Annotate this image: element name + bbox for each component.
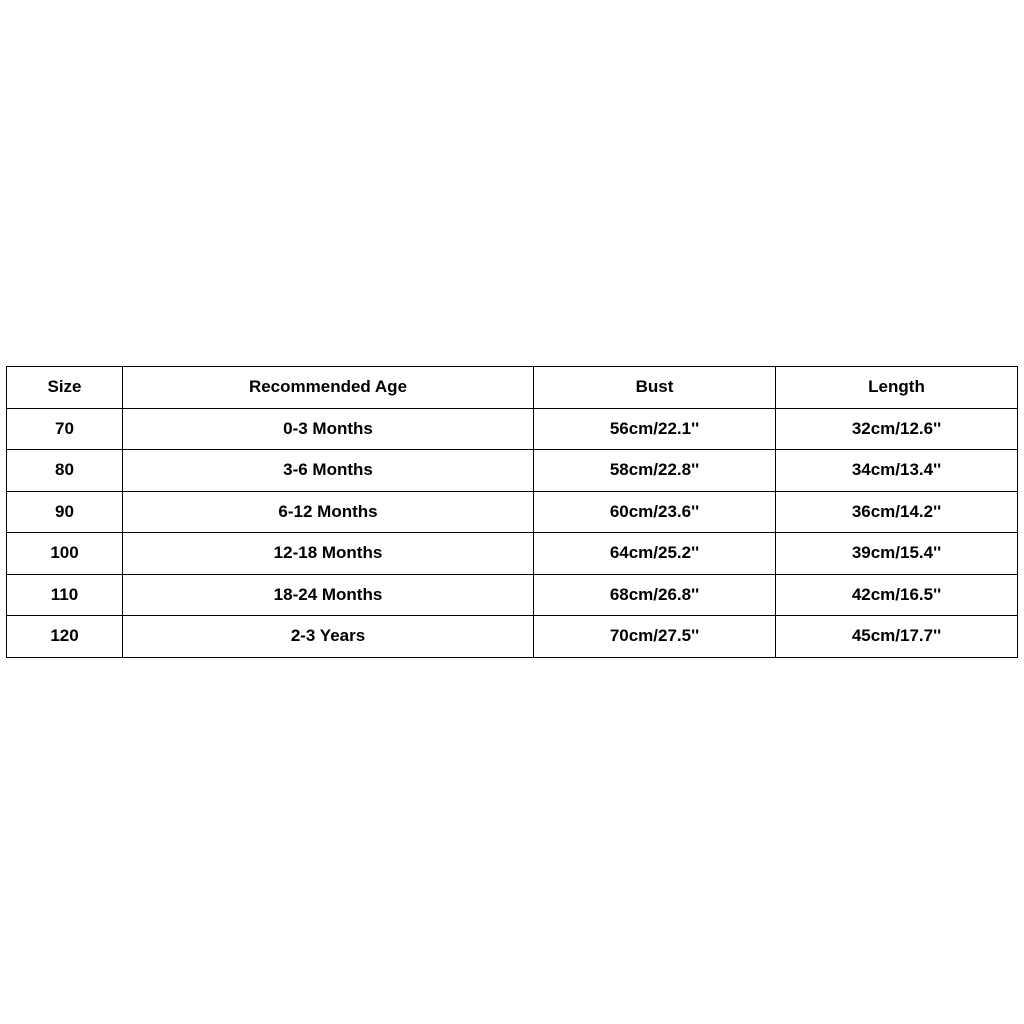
cell-age: 12-18 Months [123, 533, 534, 575]
table-row [7, 616, 1018, 658]
cell-age: 18-24 Months [123, 574, 534, 616]
cell-size: 110 [7, 574, 123, 616]
cell-bust: 58cm/22.8'' [534, 450, 776, 492]
cell-age: 6-12 Months [123, 491, 534, 533]
cell-size: 90 [7, 491, 123, 533]
cell-bust: 70cm/27.5'' [534, 616, 776, 658]
cell-age: 3-6 Months [123, 450, 534, 492]
cell-size: 70 [7, 408, 123, 450]
header-length: Length [776, 367, 1018, 409]
header-size: Size [7, 367, 123, 409]
header-bust: Bust [534, 367, 776, 409]
cell-length: 45cm/17.7'' [776, 616, 1018, 658]
cell-bust: 64cm/25.2'' [534, 533, 776, 575]
table-row [7, 450, 1018, 492]
cell-length: 36cm/14.2'' [776, 491, 1018, 533]
table-row [7, 408, 1018, 450]
cell-age: 0-3 Months [123, 408, 534, 450]
cell-age: 2-3 Years [123, 616, 534, 658]
cell-length: 39cm/15.4'' [776, 533, 1018, 575]
size-chart-table [6, 366, 1018, 658]
header-recommended-age: Recommended Age [123, 367, 534, 409]
cell-size: 120 [7, 616, 123, 658]
cell-length: 34cm/13.4'' [776, 450, 1018, 492]
table-header-row [7, 367, 1018, 409]
cell-bust: 60cm/23.6'' [534, 491, 776, 533]
cell-bust: 68cm/26.8'' [534, 574, 776, 616]
cell-size: 80 [7, 450, 123, 492]
cell-bust: 56cm/22.1'' [534, 408, 776, 450]
cell-length: 32cm/12.6'' [776, 408, 1018, 450]
table-row [7, 533, 1018, 575]
cell-length: 42cm/16.5'' [776, 574, 1018, 616]
table-row [7, 491, 1018, 533]
cell-size: 100 [7, 533, 123, 575]
table-row [7, 574, 1018, 616]
